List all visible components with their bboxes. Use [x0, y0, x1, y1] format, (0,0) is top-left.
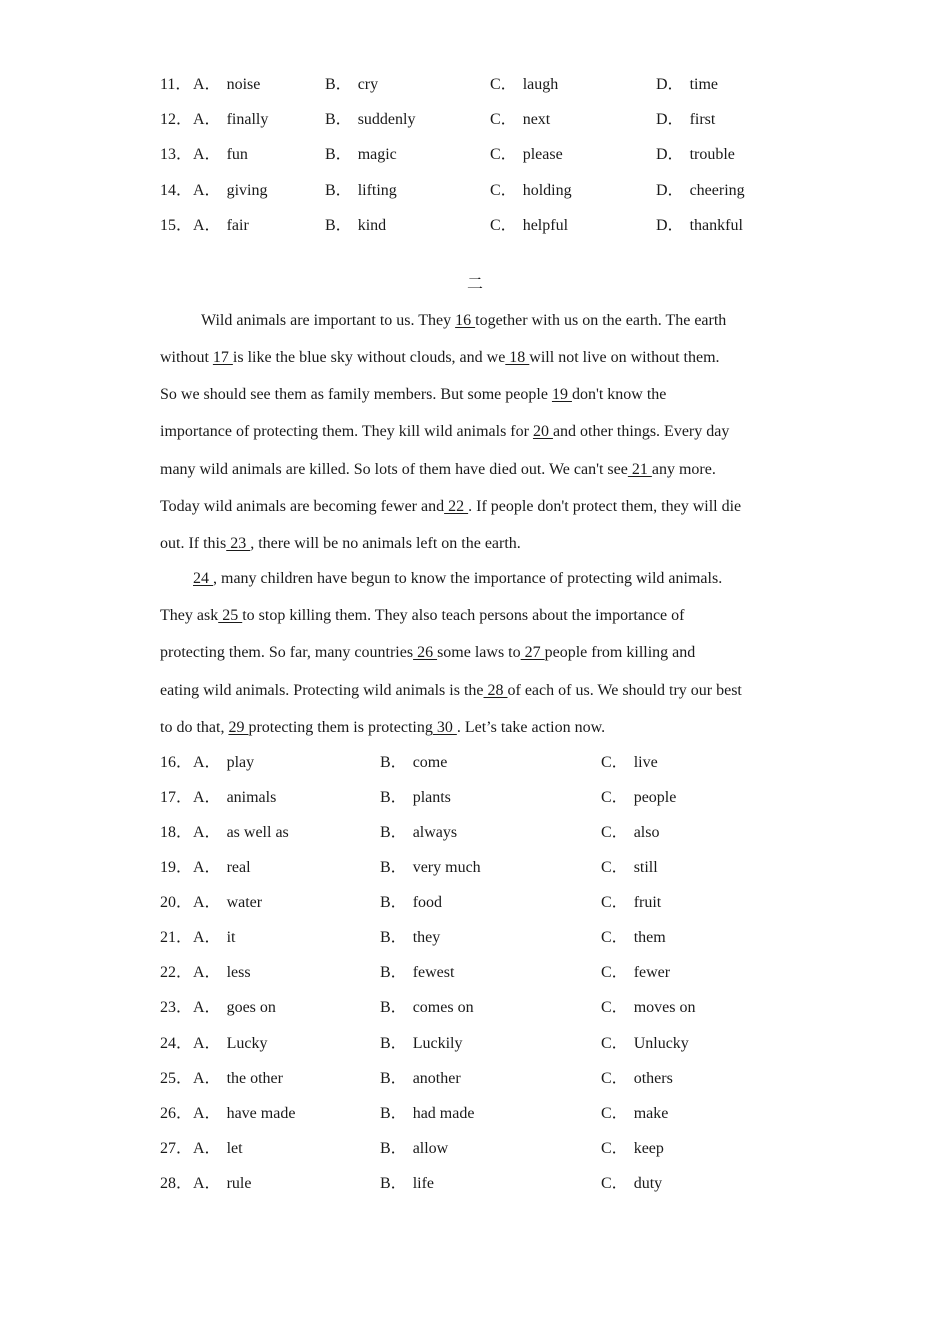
option-c	[601, 1138, 664, 1160]
option-c	[490, 180, 572, 202]
passage-text: out. If this	[160, 535, 227, 552]
option-letter: C．	[490, 111, 517, 128]
option-letter: B．	[380, 964, 407, 981]
option-c	[601, 1033, 689, 1055]
option-text: cheering	[689, 182, 745, 199]
option-a	[193, 1138, 243, 1160]
option-text: life	[412, 1175, 435, 1192]
option-letter: A．	[193, 824, 221, 841]
option-b	[380, 1068, 461, 1090]
option-letter: A．	[193, 789, 221, 806]
passage-text: . If people don't protect them, they will die	[468, 498, 742, 515]
question-number: 14．	[160, 182, 193, 199]
option-text: noise	[226, 76, 261, 93]
option-text: moves on	[633, 999, 696, 1016]
option-d	[656, 144, 735, 166]
option-letter: C．	[601, 1070, 628, 1087]
option-letter: A．	[193, 964, 221, 981]
blank-28: 28	[483, 682, 508, 699]
option-text: duty	[633, 1175, 663, 1192]
passage-text: any more.	[651, 461, 716, 478]
option-b	[325, 74, 378, 96]
option-d	[656, 180, 745, 202]
option-c	[601, 997, 695, 1019]
passage-line	[160, 533, 521, 555]
passage-text: and other things. Every day	[552, 423, 730, 440]
option-letter: A．	[193, 929, 221, 946]
option-letter: C．	[490, 146, 517, 163]
option-d	[656, 215, 743, 237]
option-letter: B．	[380, 1070, 407, 1087]
option-a	[193, 215, 249, 237]
option-c	[490, 74, 558, 96]
passage-text: Today wild animals are becoming fewer and	[160, 498, 445, 515]
option-c	[490, 215, 568, 237]
option-b	[380, 1173, 434, 1195]
passage-text: importance of protecting them. They kill wild animals for	[160, 423, 533, 440]
blank-22: 22	[444, 498, 469, 515]
option-c	[490, 109, 550, 131]
passage-line	[160, 459, 716, 481]
option-text: thankful	[689, 217, 743, 234]
option-letter: B．	[380, 894, 407, 911]
option-text: very much	[412, 859, 481, 876]
option-text: water	[226, 894, 263, 911]
option-letter: A．	[193, 1035, 221, 1052]
passage-line	[160, 347, 720, 369]
option-text: giving	[226, 182, 268, 199]
option-text: comes on	[412, 999, 474, 1016]
option-c	[601, 962, 670, 984]
option-letter: C．	[601, 754, 628, 771]
option-a	[193, 144, 248, 166]
option-text: live	[633, 754, 658, 771]
passage-text: protecting them is protecting	[248, 719, 433, 736]
option-text: laugh	[522, 76, 559, 93]
passage-text: Wild animals are important to us. They	[201, 312, 456, 329]
option-letter: A．	[193, 1105, 221, 1122]
blank-19: 19	[551, 386, 572, 403]
passage-text: to stop killing them. They also teach persons about the importance of	[242, 607, 685, 624]
question-number: 17．	[160, 789, 193, 806]
option-text: them	[633, 929, 666, 946]
option-b	[380, 927, 440, 949]
option-text: people	[633, 789, 677, 806]
option-text: make	[633, 1105, 669, 1122]
option-letter: A．	[193, 76, 221, 93]
option-letter: B．	[325, 182, 352, 199]
option-a	[193, 822, 289, 844]
option-text: others	[633, 1070, 673, 1087]
option-letter: B．	[380, 1105, 407, 1122]
option-b	[380, 1103, 474, 1125]
passage-text: . Let’s take action now.	[456, 719, 606, 736]
option-letter: B．	[380, 929, 407, 946]
question-number: 16．	[160, 754, 193, 771]
option-letter: D．	[656, 217, 684, 234]
passage-text: to do that,	[160, 719, 229, 736]
blank-20: 20	[532, 423, 553, 440]
option-letter: C．	[601, 929, 628, 946]
option-letter: C．	[601, 1140, 628, 1157]
option-text: play	[226, 754, 255, 771]
option-letter: B．	[325, 217, 352, 234]
blank-30: 30	[432, 719, 457, 736]
passage-line	[201, 310, 726, 332]
option-b	[380, 752, 447, 774]
option-c	[601, 1173, 662, 1195]
option-text: had made	[412, 1105, 475, 1122]
option-text: rule	[226, 1175, 252, 1192]
passage-line	[160, 605, 684, 627]
passage-text: They ask	[160, 607, 219, 624]
option-b	[325, 109, 415, 131]
option-text: also	[633, 824, 660, 841]
option-letter: A．	[193, 1140, 221, 1157]
option-text: first	[689, 111, 716, 128]
option-text: suddenly	[357, 111, 416, 128]
passage-line	[160, 421, 729, 443]
option-text: cry	[357, 76, 379, 93]
passage-text: many wild animals are killed. So lots of them have died out. We can't see	[160, 461, 628, 478]
question-number: 11．	[160, 76, 192, 93]
option-text: always	[412, 824, 458, 841]
passage-line	[160, 717, 605, 739]
passage-text: don't know the	[571, 386, 667, 403]
option-b	[380, 1138, 448, 1160]
option-text: another	[412, 1070, 461, 1087]
question-number: 18．	[160, 824, 193, 841]
option-b	[325, 180, 397, 202]
option-letter: C．	[601, 824, 628, 841]
option-letter: B．	[380, 1175, 407, 1192]
option-b	[380, 857, 481, 879]
passage-line	[160, 496, 741, 518]
option-letter: C．	[601, 999, 628, 1016]
question-number: 26．	[160, 1105, 193, 1122]
question-number: 19．	[160, 859, 193, 876]
passage-text: without	[160, 349, 213, 366]
option-c	[601, 787, 676, 809]
question-number: 15．	[160, 217, 193, 234]
option-text: goes on	[226, 999, 276, 1016]
blank-18: 18	[505, 349, 530, 366]
option-text: have made	[226, 1105, 296, 1122]
blank-24: 24	[193, 570, 213, 587]
passage-text: will not live on without them.	[529, 349, 720, 366]
option-b	[325, 144, 397, 166]
option-text: helpful	[522, 217, 569, 234]
passage-text: So we should see them as family members. But some people	[160, 386, 552, 403]
option-text: allow	[412, 1140, 449, 1157]
option-a	[193, 997, 276, 1019]
option-b	[380, 962, 454, 984]
option-c	[490, 144, 563, 166]
option-text: fun	[226, 146, 248, 163]
blank-26: 26	[413, 644, 438, 661]
option-a	[193, 1068, 283, 1090]
option-letter: A．	[193, 217, 221, 234]
option-text: please	[522, 146, 563, 163]
blank-17: 17	[212, 349, 233, 366]
option-b	[380, 892, 442, 914]
option-letter: C．	[601, 859, 628, 876]
passage-line	[160, 680, 742, 702]
option-a	[193, 927, 235, 949]
option-c	[601, 857, 658, 879]
option-text: fewer	[633, 964, 671, 981]
option-b	[380, 787, 451, 809]
option-c	[601, 1103, 668, 1125]
option-text: plants	[412, 789, 451, 806]
question-number: 12．	[160, 111, 193, 128]
option-letter: B．	[380, 1035, 407, 1052]
option-letter: A．	[193, 111, 221, 128]
option-letter: B．	[380, 824, 407, 841]
option-letter: B．	[325, 76, 352, 93]
question-number: 25．	[160, 1070, 193, 1087]
passage-line	[160, 384, 666, 406]
question-number: 24．	[160, 1035, 193, 1052]
blank-29: 29	[228, 719, 249, 736]
option-text: real	[226, 859, 251, 876]
option-a	[193, 1103, 295, 1125]
option-letter: C．	[601, 894, 628, 911]
option-text: still	[633, 859, 658, 876]
option-text: fewest	[412, 964, 455, 981]
option-letter: A．	[193, 182, 221, 199]
question-number: 27．	[160, 1140, 193, 1157]
option-text: the other	[226, 1070, 283, 1087]
option-text: they	[412, 929, 441, 946]
option-text: less	[226, 964, 251, 981]
passage-text: together with us on the earth. The earth	[475, 312, 727, 329]
question-number: 23．	[160, 999, 193, 1016]
option-letter: A．	[193, 999, 221, 1016]
option-text: finally	[226, 111, 269, 128]
option-text: magic	[357, 146, 397, 163]
option-c	[601, 927, 666, 949]
option-text: keep	[633, 1140, 664, 1157]
option-text: Unlucky	[633, 1035, 689, 1052]
option-text: animals	[226, 789, 277, 806]
passage-text: people from killing and	[544, 644, 696, 661]
option-letter: A．	[193, 754, 221, 771]
passage-text: protecting them. So far, many countries	[160, 644, 414, 661]
passage-text: some laws to	[437, 644, 521, 661]
option-letter: C．	[601, 964, 628, 981]
option-a	[193, 857, 251, 879]
option-letter: A．	[193, 859, 221, 876]
option-c	[601, 752, 658, 774]
option-letter: A．	[193, 146, 221, 163]
option-text: Luckily	[412, 1035, 463, 1052]
option-a	[193, 787, 276, 809]
option-text: holding	[522, 182, 572, 199]
option-letter: D．	[656, 111, 684, 128]
option-a	[193, 1173, 251, 1195]
option-letter: C．	[601, 1035, 628, 1052]
option-letter: C．	[490, 76, 517, 93]
question-number: 28．	[160, 1175, 193, 1192]
option-text: Lucky	[226, 1035, 268, 1052]
option-letter: C．	[601, 789, 628, 806]
option-c	[601, 822, 659, 844]
option-text: time	[689, 76, 718, 93]
option-text: food	[412, 894, 443, 911]
option-text: trouble	[689, 146, 735, 163]
option-letter: B．	[380, 789, 407, 806]
option-letter: A．	[193, 894, 221, 911]
blank-21: 21	[627, 461, 652, 478]
option-text: as well as	[226, 824, 289, 841]
option-letter: D．	[656, 146, 684, 163]
option-c	[601, 892, 661, 914]
option-letter: D．	[656, 182, 684, 199]
question-number: 22．	[160, 964, 193, 981]
option-letter: B．	[380, 999, 407, 1016]
blank-25: 25	[218, 607, 243, 624]
option-a	[193, 892, 262, 914]
blank-16: 16	[455, 312, 476, 329]
option-letter: B．	[325, 146, 352, 163]
option-a	[193, 1033, 267, 1055]
option-letter: C．	[601, 1105, 628, 1122]
option-text: fruit	[633, 894, 662, 911]
option-letter: B．	[325, 111, 352, 128]
passage-text: , many children have begun to know the importance of protecting wild animals.	[213, 570, 723, 587]
option-letter: A．	[193, 1070, 221, 1087]
passage-text: eating wild animals. Protecting wild animals is the	[160, 682, 484, 699]
question-number: 21．	[160, 929, 193, 946]
option-letter: B．	[380, 859, 407, 876]
option-text: fair	[226, 217, 249, 234]
option-letter: D．	[656, 76, 684, 93]
option-d	[656, 74, 718, 96]
passage-text: is like the blue sky without clouds, and we	[232, 349, 506, 366]
option-letter: A．	[193, 1175, 221, 1192]
passage-text: of each of us. We should try our best	[507, 682, 742, 699]
option-letter: C．	[601, 1175, 628, 1192]
option-text: kind	[357, 217, 387, 234]
option-text: let	[226, 1140, 243, 1157]
option-text: it	[226, 929, 236, 946]
option-a	[193, 109, 268, 131]
passage-line	[193, 568, 722, 590]
option-c	[601, 1068, 673, 1090]
option-text: next	[522, 111, 551, 128]
option-b	[380, 822, 457, 844]
option-d	[656, 109, 715, 131]
option-letter: B．	[380, 754, 407, 771]
option-a	[193, 180, 267, 202]
passage-line	[160, 642, 695, 664]
option-letter: C．	[490, 182, 517, 199]
option-letter: C．	[490, 217, 517, 234]
option-a	[193, 752, 254, 774]
question-number: 20．	[160, 894, 193, 911]
option-letter: B．	[380, 1140, 407, 1157]
option-b	[380, 997, 474, 1019]
option-a	[193, 962, 251, 984]
blank-23: 23	[226, 535, 251, 552]
option-text: come	[412, 754, 448, 771]
section-title: 二	[466, 276, 483, 293]
option-b	[325, 215, 386, 237]
option-a	[193, 74, 260, 96]
passage-text: , there will be no animals left on the earth.	[250, 535, 521, 552]
option-b	[380, 1033, 462, 1055]
option-text: lifting	[357, 182, 397, 199]
blank-27: 27	[520, 644, 545, 661]
question-number: 13．	[160, 146, 193, 163]
